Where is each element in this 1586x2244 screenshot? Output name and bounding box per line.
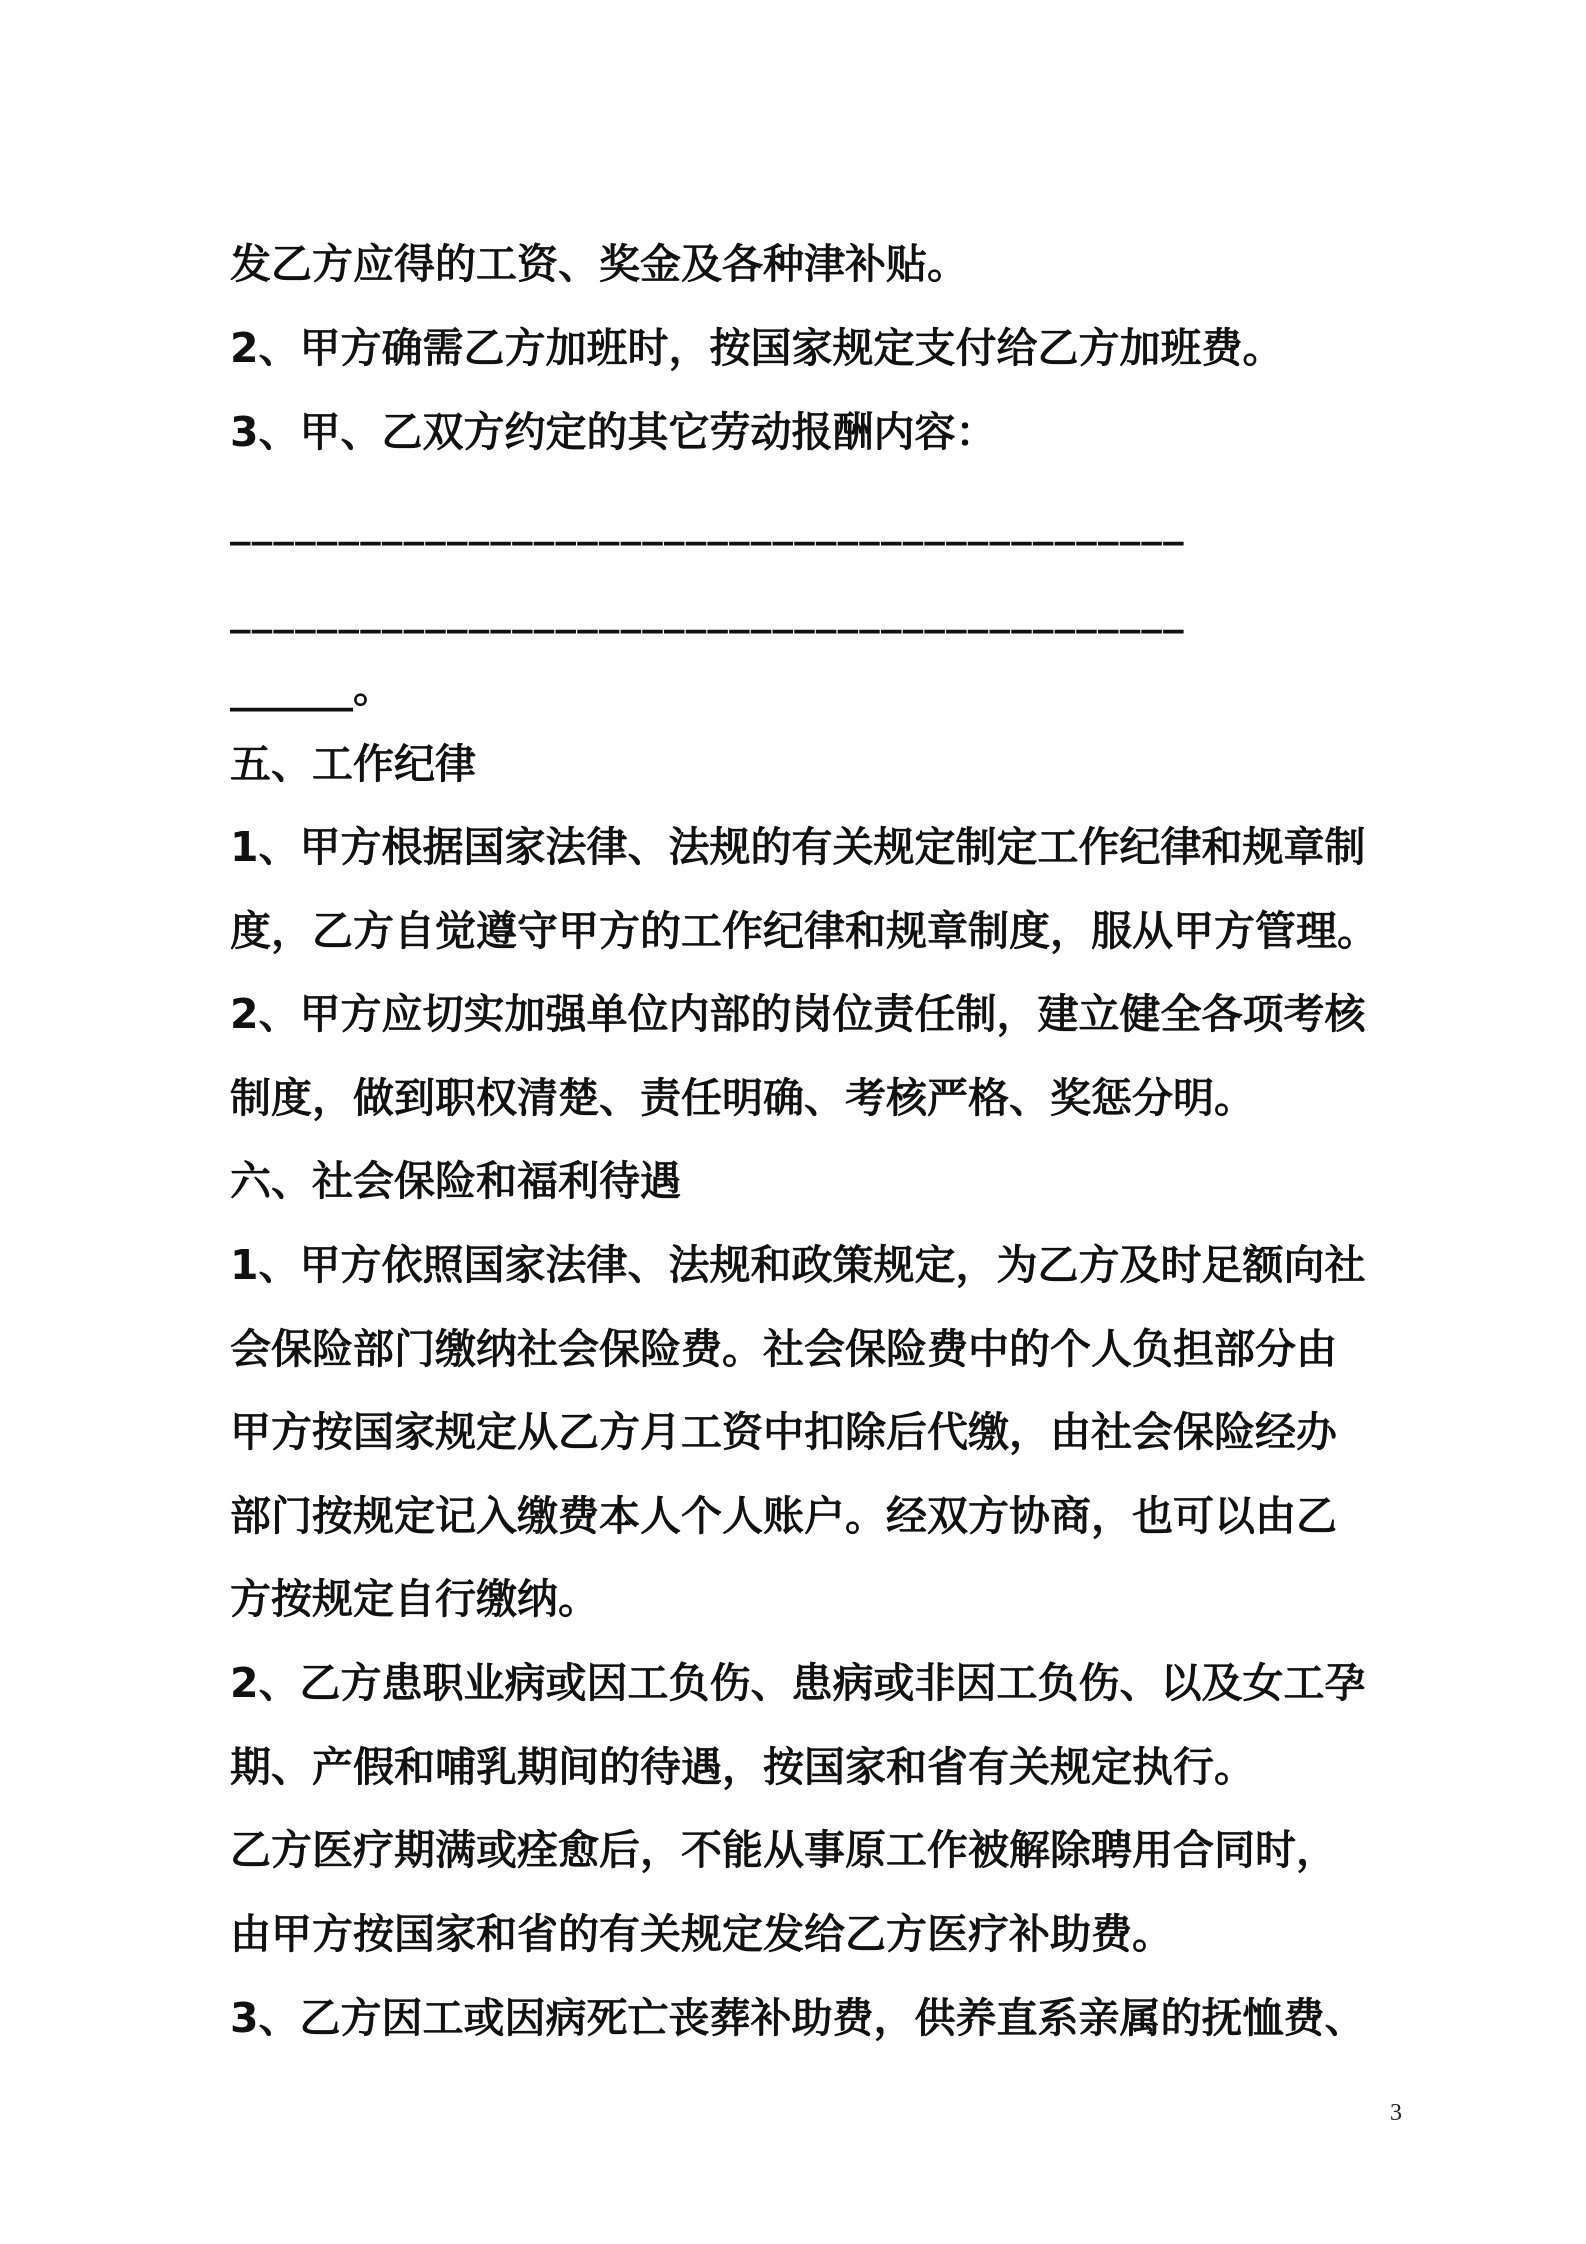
text-line: 会保险部门缴纳社会保险费。社会保险费中的个人负担部分由 [230,1325,1337,1373]
text-line: 乙方医疗期满或痊愈后，不能从事原工作被解除聘用合同时， [230,1826,1337,1874]
text-line: 部门按规定记入缴费本人个人账户。经双方协商，也可以由乙 [230,1492,1337,1540]
fill-in-blank-line: ____________________________________________ [230,498,1185,546]
text-line: 由甲方按国家和省的有关规定发给乙方医疗补助费。 [230,1910,1173,1958]
text-line: 方按规定自行缴纳。 [230,1575,599,1623]
text-line: 3、乙方因工或因病死亡丧葬补助费，供养直系亲属的抚恤费、 [230,1994,1366,2042]
section-heading: 五、工作纪律 [230,740,476,788]
text-line: 发乙方应得的工资、奖金及各种津补贴。 [230,240,968,288]
fill-in-blank-line: ______。 [230,664,394,712]
text-line: 期、产假和哺乳期间的待遇，按国家和省有关规定执行。 [230,1743,1255,1791]
text-line: 3、甲、乙双方约定的其它劳动报酬内容： [230,408,997,456]
text-line: 制度，做到职权清楚、责任明确、考核严格、奖惩分明。 [230,1074,1255,1122]
text-line: 1、甲方依照国家法律、法规和政策规定，为乙方及时足额向社 [230,1241,1366,1289]
text-line: 2、甲方应切实加强单位内部的岗位责任制，建立健全各项考核 [230,990,1366,1038]
page-number: 3 [1390,2100,1402,2126]
text-line: 2、乙方患职业病或因工负伤、患病或非因工负伤、以及女工孕 [230,1659,1366,1707]
text-line: 1、甲方根据国家法律、法规的有关规定制定工作纪律和规章制 [230,823,1366,871]
text-line: 度，乙方自觉遵守甲方的工作纪律和规章制度，服从甲方管理。 [230,907,1378,955]
fill-in-blank-line: ____________________________________________ [230,586,1185,634]
section-heading: 六、社会保险和福利待遇 [230,1157,681,1205]
text-line: 甲方按国家规定从乙方月工资中扣除后代缴，由社会保险经办 [230,1408,1337,1456]
text-line: 2、甲方确需乙方加班时，按国家规定支付给乙方加班费。 [230,324,1284,372]
